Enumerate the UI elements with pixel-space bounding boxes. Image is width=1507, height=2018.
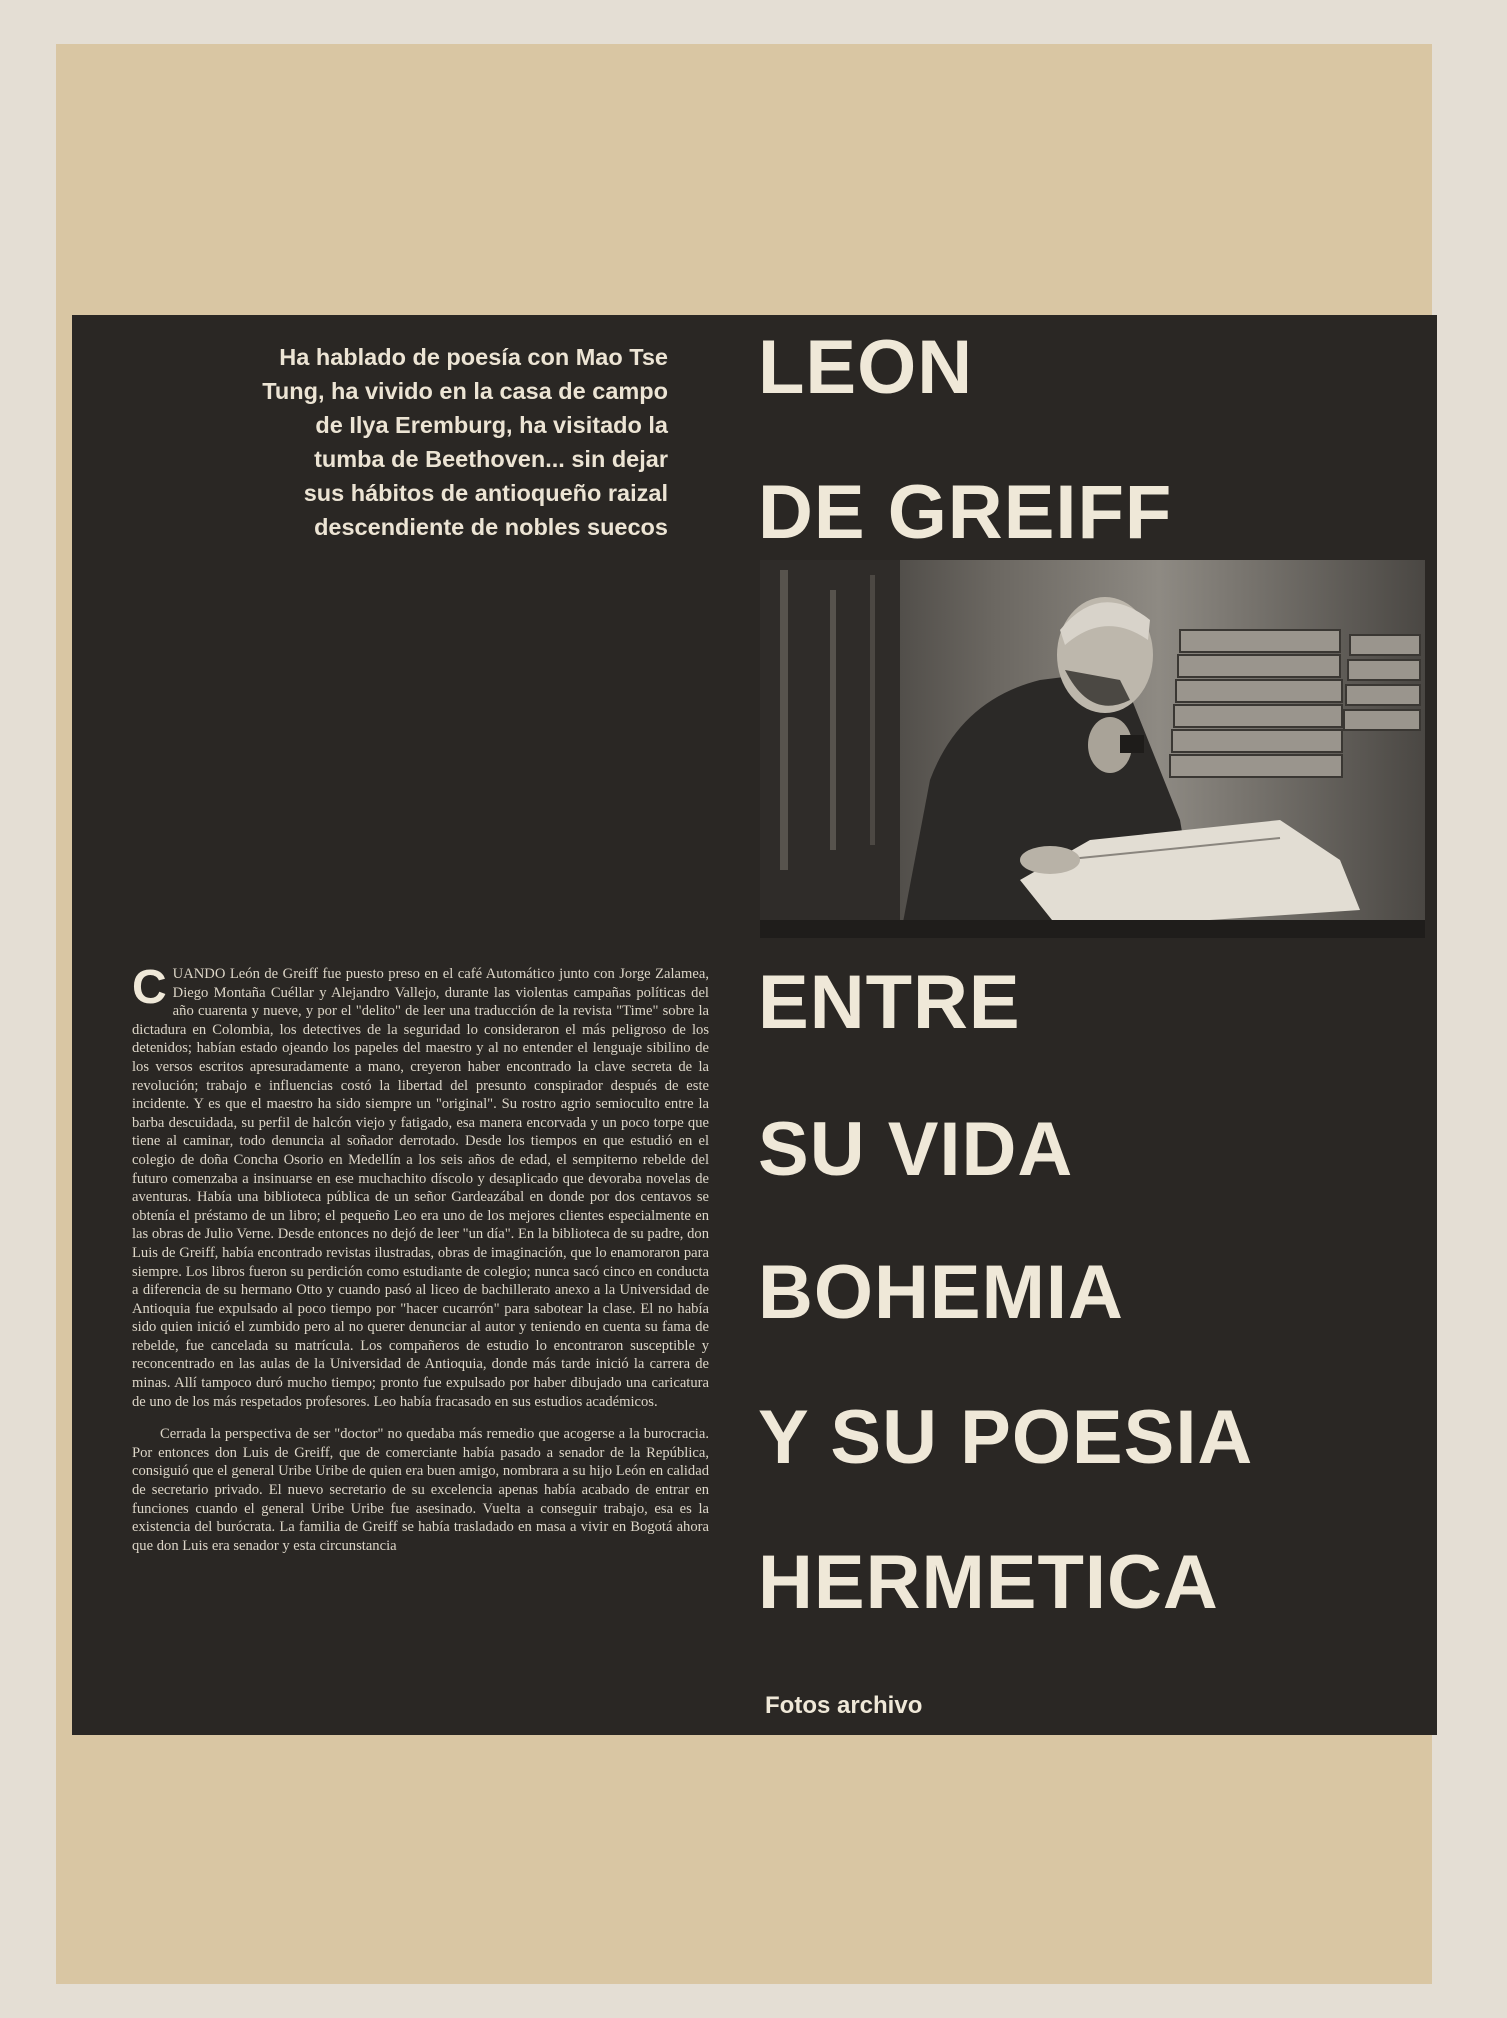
standfirst-line: sus hábitos de antioqueño raizal [303, 480, 668, 506]
headline-line-7: HERMETICA [758, 1540, 1219, 1625]
standfirst-line: Ha hablado de poesía con Mao Tse [279, 344, 668, 370]
standfirst-line: Tung, ha vivido en la casa de campo [262, 378, 668, 404]
headline-line-6: Y SU POESIA [758, 1395, 1254, 1480]
headline-line-4: SU VIDA [758, 1107, 1074, 1192]
headline-line-1: LEON [758, 325, 974, 410]
article-paragraph: Cerrada la perspectiva de ser "doctor" no quedaba más remedio que acogerse a la burocracia. Por entonces don Luis de Greiff, que de comerciante había pasado a senador de la República, consiguió que el general Uribe Uribe de quien era buen amigo, nombrara a su hijo León en calidad de secretario privado. El nuevo secretario de su excelencia apenas había acabado de entrar en funciones cuando el general Uribe Uribe fue asesinado. Vuelta a conseguir trabajo, esa es la existencia del burócrata. La familia de Greiff se había trasladado en masa a vivir en Bogotá ahora que don Luis era senador y esta circunstancia [132, 1426, 709, 1554]
standfirst [130, 340, 668, 544]
portrait-photo [760, 560, 1425, 938]
photo-credit: Fotos archivo [765, 1692, 923, 1719]
article-paragraph [132, 961, 709, 1411]
standfirst-line: descendiente de nobles suecos [314, 514, 668, 540]
article-body [132, 961, 709, 1555]
standfirst-line: de Ilya Eremburg, ha visitado la [315, 412, 668, 438]
standfirst-line: tumba de Beethoven... sin dejar [314, 446, 668, 472]
headline-line-2: DE GREIFF [758, 470, 1173, 555]
drop-cap: C [132, 961, 167, 1014]
headline-line-3: ENTRE [758, 960, 1021, 1045]
paragraph-text: UANDO León de Greiff fue puesto preso en el café Automático junto con Jorge Zalamea, Diego Montaña Cuéllar y Alejandro Vallejo, durante las violentas campañas políticas del año cuarenta y nueve, y por el "delito" de leer una traducción de la revista "Time" sobre la dictadura en Colombia, los detectives de la seguridad lo consideraron el más peligroso de los detenidos; habían estado ojeando los papeles del maestro y al no entender el lenguaje sibilino de los versos escritos apresuradamente a mano, creyeron haber encontrado la clave secreta de la revolución; trabajo e influencias costó la libertad del presunto conspirador después de este incidente. Y es que el maestro ha sido siempre un "original". Su rostro agrio semioculto entre la barba descuidada, su perfil de halcón viejo y fatigado, esa manera encorvada y un poco torpe que tiene al caminar, todo denuncia al soñador derrotado. Desde los tiempos en que estudió en el colegio de doña Concha Osorio en Medellín a los seis años de edad, el sempiterno rebelde del futuro comenzaba a insinuarse en ese muchachito díscolo y desaplicado que devoraba novelas de aventuras. Había una biblioteca pública de un señor Gardeazábal en donde por dos centavos se obtenía el préstamo de un libro; el pequeño Leo era uno de los mejores clientes especialmente en las obras de Julio Verne. Desde entonces no dejó de leer "un día". En la biblioteca de su padre, don Luis de Greiff, había encontrado revistas ilustradas, obras de imaginación, que lo enamoraron para siempre. Los libros fueron su perdición como estudiante de colegio; nunca sacó cinco en conducta a diferencia de su hermano Otto y cuando pasó al liceo de bachillerato anexo a la Universidad de Antioquia fue expulsado al poco tiempo por "hacer cucarrón" para sabotear la clase. El no había sido quien inició el zumbido pero al no querer denunciar al autor y teniendo en cuenta su fama de rebelde, fue cancelada su matrícula. Los compañeros de estudio lo encontraron susceptible y reconcentrado en las aulas de la Universidad de Antioquia, donde más tarde inició la carrera de minas. Allí tampoco duró mucho tiempo; pronto fue expulsado por haber dibujado una caricatura de uno de los más respetados profesores. Leo había fracasado en sus estudios académicos. [132, 966, 709, 1410]
headline-line-5: BOHEMIA [758, 1250, 1124, 1335]
